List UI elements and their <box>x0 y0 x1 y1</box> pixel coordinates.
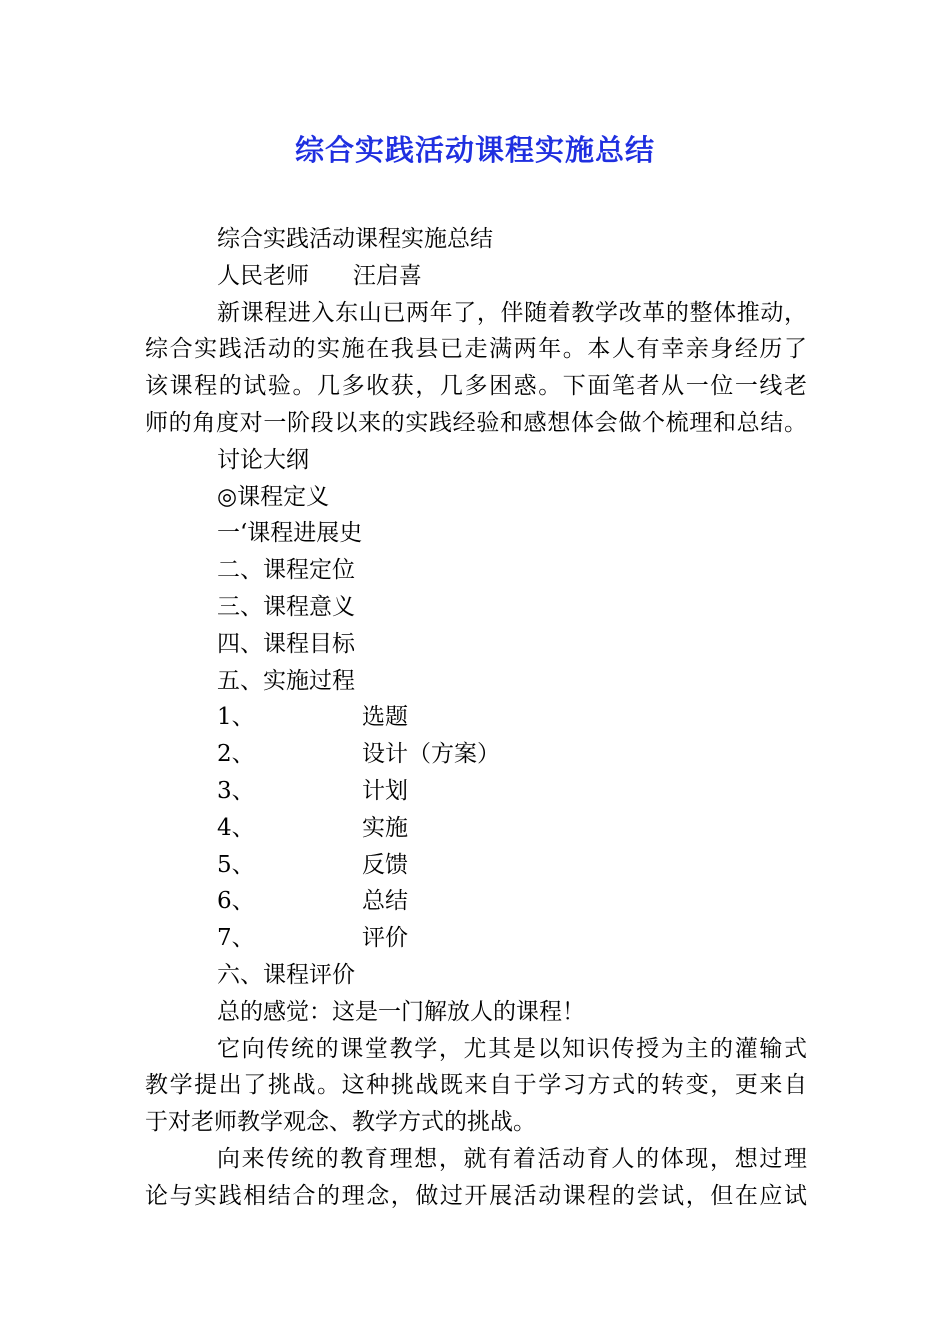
step-number: 6、 <box>217 888 255 915</box>
author-line: 人民老师 汪启喜 <box>217 262 422 289</box>
outline-item: 一‘课程进展史 <box>217 520 363 547</box>
step-item <box>145 736 807 773</box>
step-item <box>145 773 807 810</box>
paragraph-line: 教学提出了挑战。这种挑战既来自于学习方式的转变，更来自 <box>145 1072 807 1099</box>
outline-item: 四、课程目标 <box>217 630 355 657</box>
outline-item: 五、实施过程 <box>217 667 355 694</box>
step-number: 3、 <box>217 777 255 804</box>
overall-feeling: 总的感觉：这是一门解放人的课程！ <box>217 998 585 1025</box>
intro-line: 该课程的试验。几多收获，几多困惑。下面笔者从一位一线老 <box>145 373 807 400</box>
step-number: 1、 <box>217 704 255 731</box>
step-item <box>145 847 807 884</box>
step-label: 选题 <box>362 704 408 731</box>
outline-heading: 讨论大纲 <box>217 446 309 473</box>
step-item <box>145 883 807 920</box>
paragraph-line: 论与实践相结合的理念，做过开展活动课程的尝试，但在应试 <box>145 1182 807 1209</box>
step-number: 4、 <box>217 814 255 841</box>
step-label: 评价 <box>362 925 408 952</box>
intro-line: 综合实践活动的实施在我县已走满两年。本人有幸亲身经历了 <box>145 336 807 363</box>
paragraph-line: 它向传统的课堂教学，尤其是以知识传授为主的灌输式 <box>217 1035 807 1062</box>
step-item <box>145 699 807 736</box>
step-label: 计划 <box>362 777 408 804</box>
subtitle: 综合实践活动课程实施总结 <box>217 226 493 252</box>
document-title: 综合实践活动课程实施总结 <box>294 133 655 167</box>
step-label: 总结 <box>362 888 408 915</box>
step-number: 7、 <box>217 925 255 952</box>
step-item <box>145 810 807 847</box>
step-item <box>145 920 807 957</box>
step-label: 实施 <box>362 814 408 841</box>
outline-item: 二、课程定位 <box>217 557 355 584</box>
document-body <box>145 221 807 1215</box>
intro-line: 新课程进入东山已两年了，伴随着教学改革的整体推动， <box>217 299 807 326</box>
step-number: 5、 <box>217 851 255 878</box>
outline-item: 六、课程评价 <box>217 961 355 988</box>
step-label: 设计（方案） <box>362 741 500 768</box>
outline-item: ◎课程定义 <box>217 483 330 510</box>
paragraph-line: 于对老师教学观念、教学方式的挑战。 <box>145 1109 536 1136</box>
intro-line: 师的角度对一阶段以来的实践经验和感想体会做个梳理和总结。 <box>145 409 807 436</box>
outline-item: 三、课程意义 <box>217 593 355 620</box>
step-number: 2、 <box>217 741 255 768</box>
paragraph-line: 向来传统的教育理想，就有着活动育人的体现，想过理 <box>217 1145 807 1172</box>
step-label: 反馈 <box>362 851 408 878</box>
